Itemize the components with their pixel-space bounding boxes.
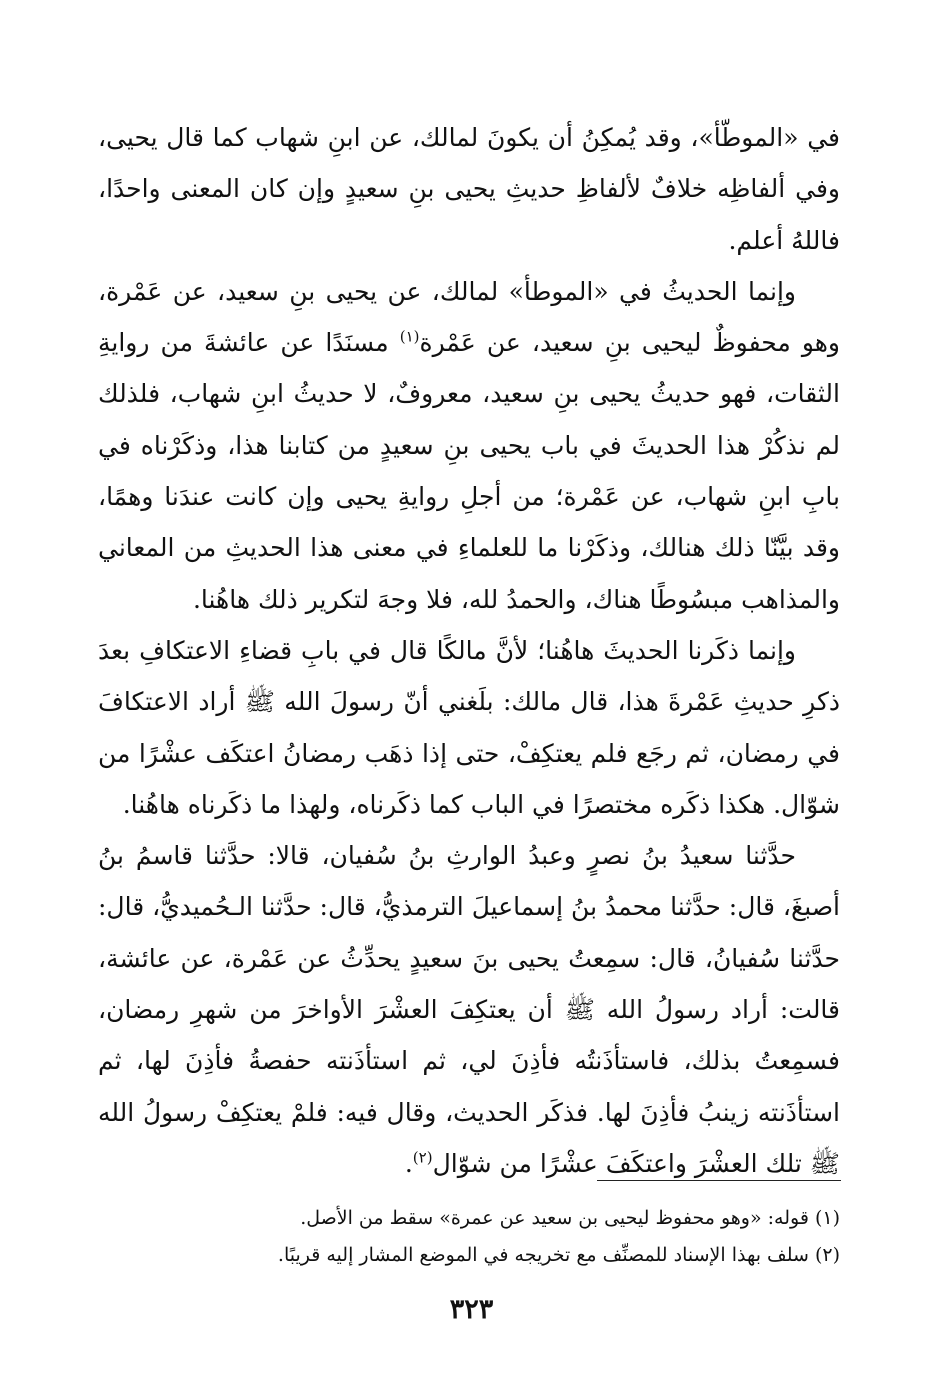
footnotes	[98, 1200, 840, 1274]
page-number: ٣٢٣	[449, 1294, 494, 1325]
main-text	[98, 112, 840, 1189]
paragraph-2	[98, 266, 840, 625]
paragraph-1	[98, 112, 840, 266]
footnote-divider	[597, 1180, 841, 1181]
paragraph-4-text-a: حدَّثنا سعيدُ بنُ نصرٍ وعبدُ الوارثِ بنُ سُفيان، قالا: حدَّثنا قاسمُ بنُ أصبغَ، قال: حدَّثنا محمدُ بنُ إسماعيلَ الترمذيُّ، قال: حدَّثنا الـحُميديُّ، قال: حدَّثنا سُفيانُ، قال: سمِعتُ يحيى بنَ سعيدٍ يحدِّثُ عن عَمْرة، عن عائشة، قالت: أراد رسولُ الله ﷺ أن يعتكِفَ العشْرَ الأواخرَ من شهرِ رمضان، فسمِعتُ بذلك، فاستأذَنتُه فأذِنَ لي، ثم استأذَنته حفصةُ فأذِنَ لها، ثم استأذَنته زينبُ فأذِنَ لها. فذكَر الحديث، وقال فيه: فلمْ يعتكِفْ رسولُ الله ﷺ تلك العشْرَ واعتكَفَ عشْرًا من شوّال	[98, 841, 840, 1178]
paragraph-3-text: وإنما ذكَرنا الحديثَ هاهُنا؛ لأنَّ مالكًا قال في بابِ قضاءِ الاعتكافِ بعدَ ذكرِ حديثِ عَمْرةَ هذا، قال مالك: بلَغني أنّ رسولَ الله ﷺ أراد الاعتكافَ في رمضان، ثم رجَع فلم يعتكِفْ، حتى إذا ذهَب رمضانُ اعتكَف عشْرًا من شوّال. هكذا ذكَره مختصرًا في الباب كما ذكَرناه، ولهذا ما ذكَرناه هاهُنا.	[98, 635, 840, 819]
footnote-ref-2[interactable]: (٢)	[412, 1148, 433, 1167]
paragraph-3	[98, 625, 840, 830]
footnote-1: (١) قوله: «وهو محفوظ ليحيى بن سعيد عن عمرة» سقط من الأصل.	[300, 1207, 840, 1229]
paragraph-2-text-a: وإنما الحديثُ في «الموطأ» لمالك، عن يحيى بنِ سعيد، عن عَمْرة، وهو محفوظٌ ليحيى بنِ سعيد، عن عَمْرة	[98, 276, 841, 358]
footnote-ref-1[interactable]: (١)	[399, 327, 420, 346]
paragraph-4	[98, 830, 840, 1189]
paragraph-4-text-b: .	[404, 1148, 413, 1178]
footnote-2: (٢) سلف بهذا الإسناد للمصنِّف مع تخريجه في الموضع المشار إليه قريبًا.	[277, 1244, 840, 1266]
paragraph-1-text: في «الموطّأ»، وقد يُمكِنُ أن يكونَ لمالك، عن ابنِ شهاب كما قال يحيى، وفي ألفاظِه خلافٌ لألفاظِ حديثِ يحيى بنِ سعيدٍ وإن كان المعنى واحدًا، فاللهُ أعلم.	[98, 123, 840, 255]
paragraph-2-text-b: مسنَدًا عن عائشةَ من روايةِ الثقات، فهو حديثُ يحيى بنِ سعيد، معروفٌ، لا حديثُ ابنِ شهاب، فلذلك لم نذكُرْ هذا الحديثَ في باب يحيى بنِ سعيدٍ من كتابنا هذا، وذكَرْناه في بابِ ابنِ شهاب، عن عَمْرة؛ من أجلِ روايةِ يحيى وإن كانت عندَنا وهمًا، وقد بيَّنّا ذلك هنالك، وذكَرْنا ما للعلماءِ في معنى هذا الحديثِ من المعاني والمذاهب مبسُوطًا هناك، والحمدُ لله، فلا وجهَ لتكرير ذلك هاهُنا.	[98, 328, 840, 614]
